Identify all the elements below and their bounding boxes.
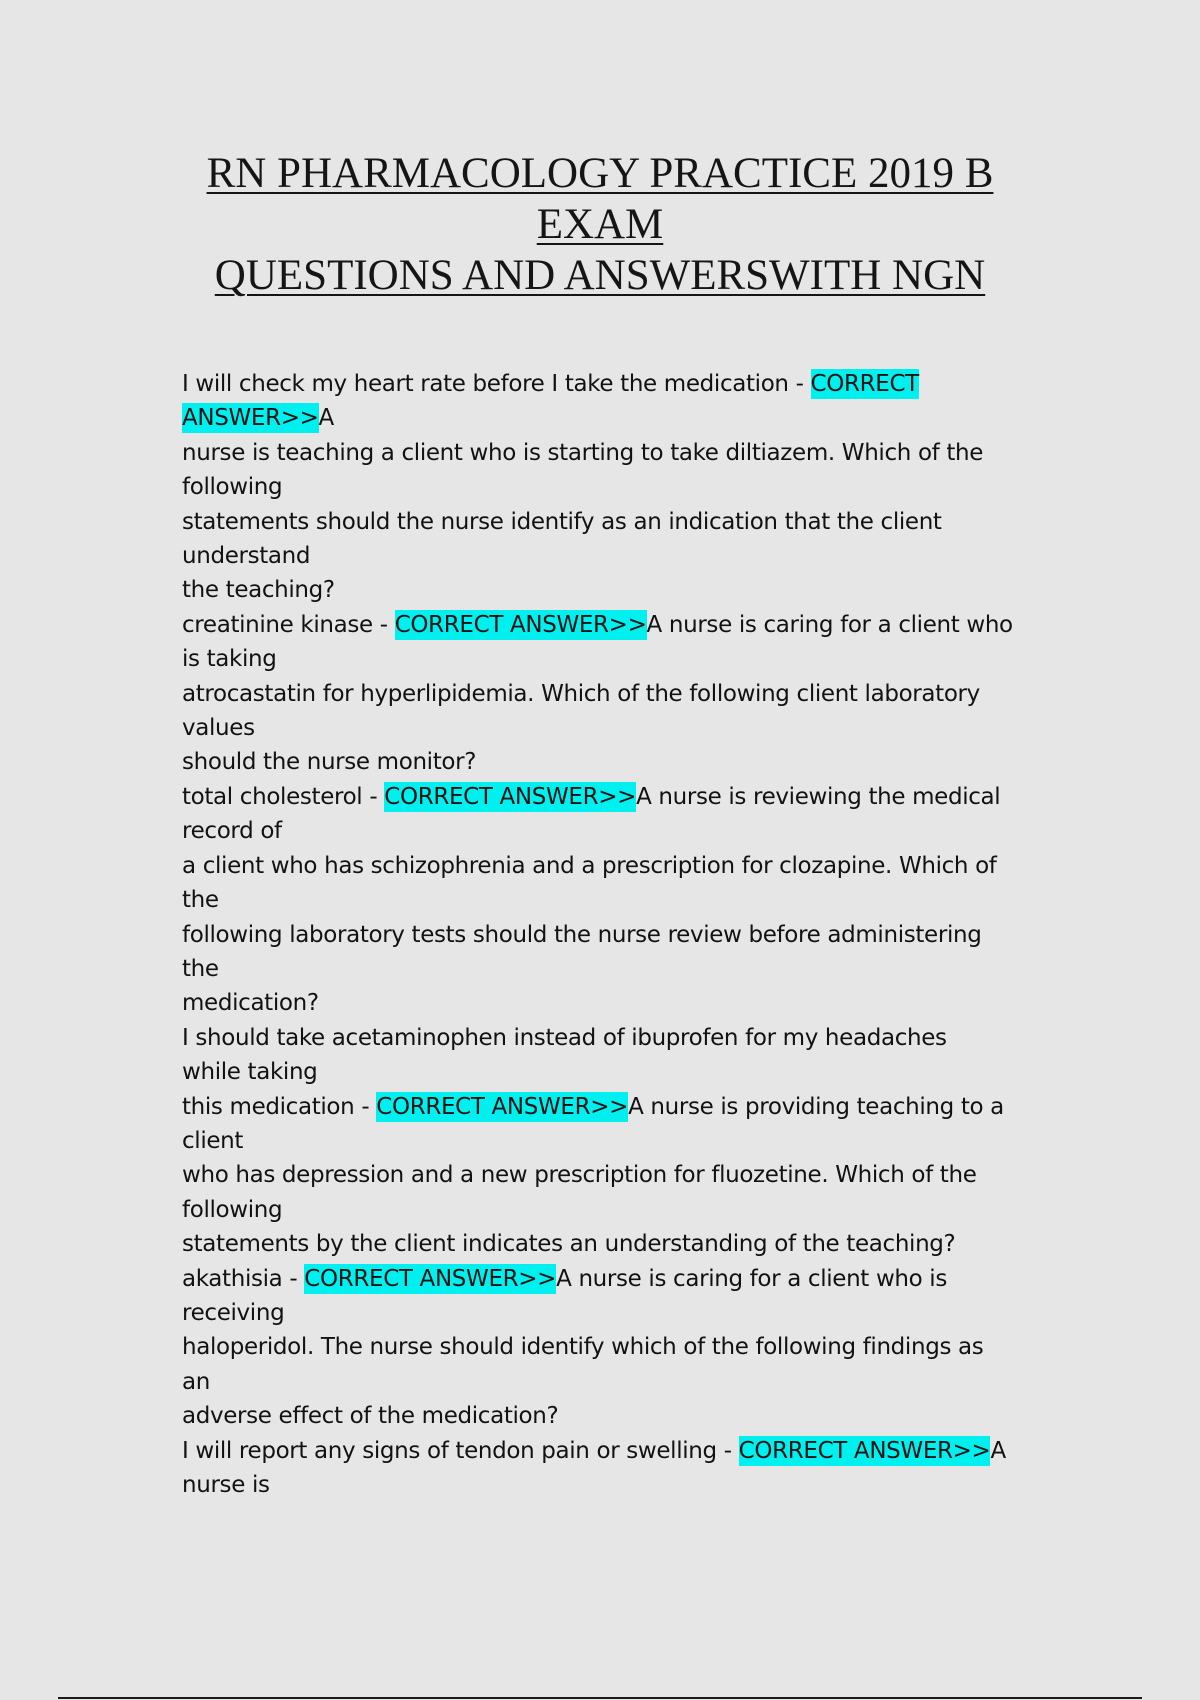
text-segment: A nurse is caring for a client who is xyxy=(556,1265,947,1292)
text-segment: following xyxy=(182,474,283,501)
text-line xyxy=(182,1021,1032,1055)
text-segment: an xyxy=(182,1368,210,1395)
text-line xyxy=(182,642,1032,676)
text-line xyxy=(182,745,1032,779)
text-line xyxy=(182,401,1032,435)
text-line xyxy=(182,1399,1032,1433)
text-segment: understand xyxy=(182,543,311,570)
correct-answer-highlight: CORRECT xyxy=(810,371,919,397)
text-segment: this medication - xyxy=(182,1093,377,1120)
text-line xyxy=(182,883,1032,917)
text-line xyxy=(182,918,1032,952)
correct-answer-highlight: CORRECT ANSWER>> xyxy=(394,611,647,638)
page-bottom-rule xyxy=(58,1697,1142,1699)
text-segment: A xyxy=(990,1437,1006,1464)
text-line xyxy=(182,1090,1032,1124)
text-line xyxy=(182,436,1032,470)
text-segment: atrocastatin for hyperlipidemia. Which of the following client laboratory xyxy=(182,680,980,707)
correct-answer-highlight: CORRECT ANSWER>> xyxy=(376,1093,629,1120)
text-line xyxy=(182,1227,1032,1261)
text-line xyxy=(182,539,1032,573)
text-segment: akathisia - xyxy=(182,1265,305,1292)
text-segment: following xyxy=(182,1196,283,1223)
text-segment: I should take acetaminophen instead of ibuprofen for my headaches xyxy=(182,1024,947,1051)
text-segment: creatinine kinase - xyxy=(182,611,395,638)
text-line xyxy=(182,677,1032,711)
text-segment: A xyxy=(318,405,334,432)
text-segment: the xyxy=(182,955,219,982)
text-line xyxy=(182,1193,1032,1227)
text-line xyxy=(182,1468,1032,1502)
text-segment: A nurse is providing teaching to a xyxy=(628,1093,1004,1120)
text-line xyxy=(182,952,1032,986)
title-line: EXAM xyxy=(536,201,664,248)
text-segment: total cholesterol - xyxy=(182,783,385,810)
text-segment: I will report any signs of tendon pain or swelling - xyxy=(182,1437,739,1464)
text-segment: statements by the client indicates an understanding of the teaching? xyxy=(182,1231,956,1258)
text-line xyxy=(182,1296,1032,1330)
text-segment: adverse effect of the medication? xyxy=(182,1403,559,1430)
text-segment: medication? xyxy=(182,990,319,1017)
text-segment: I will check my heart rate before I take the medication - xyxy=(182,371,811,397)
text-segment: client xyxy=(182,1127,244,1154)
correct-answer-highlight: CORRECT ANSWER>> xyxy=(304,1265,557,1292)
text-segment: the xyxy=(182,887,219,914)
text-segment: the teaching? xyxy=(182,577,335,604)
text-line xyxy=(182,1158,1032,1192)
text-line xyxy=(182,573,1032,607)
text-segment: nurse is teaching a client who is starting to take diltiazem. Which of the xyxy=(182,439,984,466)
text-segment: receiving xyxy=(182,1299,285,1326)
text-segment: while taking xyxy=(182,1059,318,1086)
text-line xyxy=(182,1330,1032,1364)
title-line: QUESTIONS AND ANSWERSWITH NGN xyxy=(214,252,986,299)
text-line xyxy=(182,1365,1032,1399)
text-line xyxy=(182,1124,1032,1158)
text-segment: record of xyxy=(182,818,282,845)
text-segment: who has depression and a new prescription for fluozetine. Which of the xyxy=(182,1162,977,1189)
text-segment: following laboratory tests should the nurse review before administering xyxy=(182,921,982,948)
text-line xyxy=(182,470,1032,504)
text-segment: A nurse is reviewing the medical xyxy=(636,783,1001,810)
correct-answer-highlight: ANSWER>> xyxy=(182,405,319,432)
document-body xyxy=(182,367,1032,1502)
text-line xyxy=(182,1262,1032,1296)
text-line xyxy=(182,1434,1032,1468)
text-segment: is taking xyxy=(182,646,277,673)
text-line xyxy=(182,367,1032,401)
text-segment: values xyxy=(182,715,255,742)
correct-answer-highlight: CORRECT ANSWER>> xyxy=(384,783,637,810)
document-title xyxy=(180,148,1020,301)
text-line xyxy=(182,608,1032,642)
text-segment: A nurse is caring for a client who xyxy=(646,611,1013,638)
text-line xyxy=(182,711,1032,745)
text-segment: should the nurse monitor? xyxy=(182,749,477,776)
text-line xyxy=(182,780,1032,814)
title-line: RN PHARMACOLOGY PRACTICE 2019 B xyxy=(206,150,994,197)
text-line xyxy=(182,505,1032,539)
text-segment: statements should the nurse identify as an indication that the client xyxy=(182,508,942,535)
text-line xyxy=(182,849,1032,883)
text-segment: nurse is xyxy=(182,1472,270,1498)
text-line xyxy=(182,986,1032,1020)
text-line xyxy=(182,1055,1032,1089)
text-segment: haloperidol. The nurse should identify which of the following findings as xyxy=(182,1334,984,1361)
text-line xyxy=(182,814,1032,848)
text-segment: a client who has schizophrenia and a prescription for clozapine. Which of xyxy=(182,852,997,879)
correct-answer-highlight: CORRECT ANSWER>> xyxy=(738,1437,991,1464)
